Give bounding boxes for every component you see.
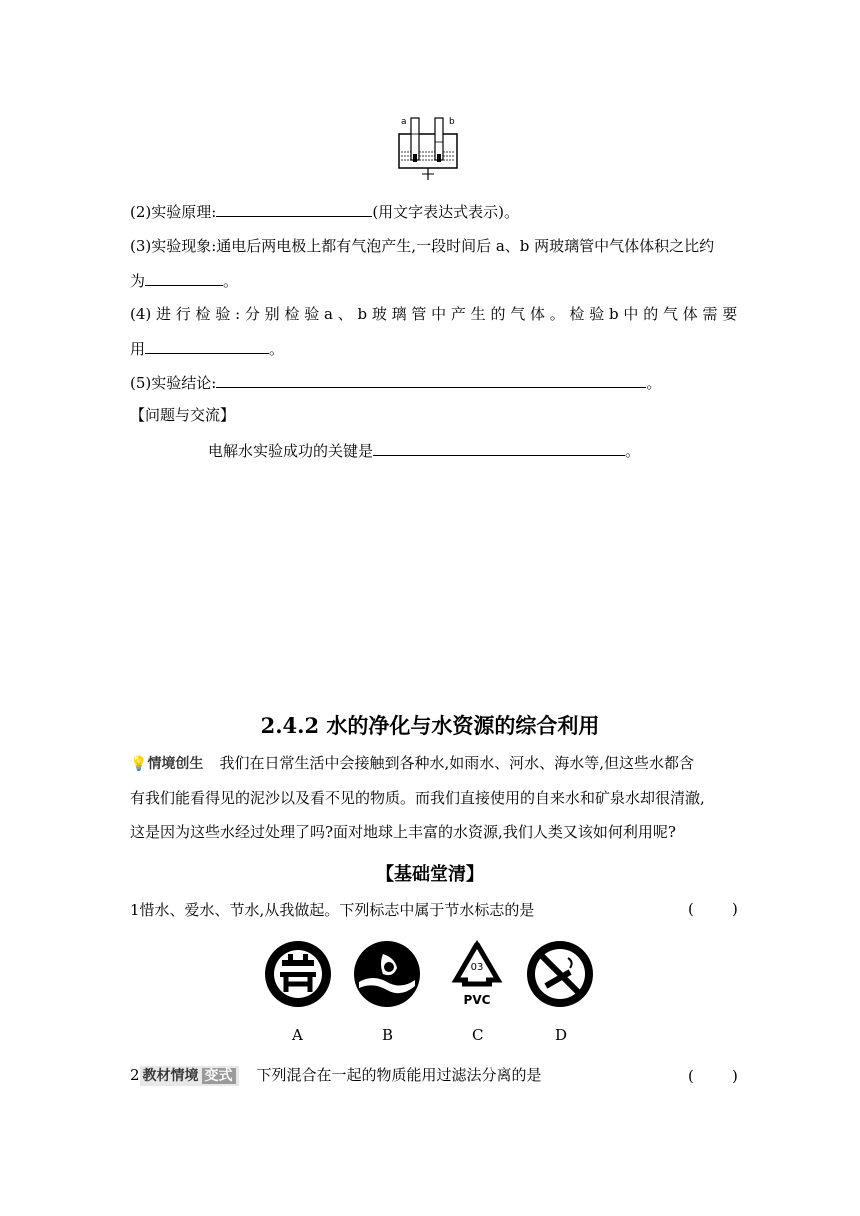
test-line-2	[130, 338, 284, 359]
question-1	[130, 900, 534, 920]
question-2-text: 下列混合在一起的物质能用过滤法分离的是	[256, 1066, 542, 1084]
scene-line-1: 💡情境创生 我们在日常生活中会接触到各种水,如雨水、河水、海水等,但这些水都含	[130, 754, 694, 772]
conclusion-period: 。	[646, 374, 662, 392]
exchange-prefix: 电解水实验成功的关键是	[208, 442, 374, 460]
principle-blank[interactable]	[216, 201, 372, 217]
label-b: b	[449, 117, 455, 127]
tube-a	[411, 118, 419, 160]
recycle-code: 03	[470, 962, 484, 973]
conclusion-prefix: (5)实验结论:	[130, 374, 217, 392]
conclusion-line	[130, 372, 661, 393]
sign-c-recycle-icon[interactable]	[444, 938, 510, 1010]
question-1-answer-paren[interactable]: ( )	[688, 900, 738, 918]
recycle-text: PVC	[463, 993, 491, 1007]
question-1-text: 惜水、爱水、节水,从我做起。下列标志中属于节水标志的是	[139, 901, 535, 919]
exchange-blank[interactable]	[373, 440, 625, 456]
sign-d-no-smoking-icon[interactable]	[526, 940, 594, 1008]
principle-line	[130, 201, 519, 222]
question-2	[130, 1065, 542, 1086]
scene-line-3: 这是因为这些水经过处理了吗?面对地球上丰富的水资源,我们人类又该如何利用呢?	[130, 823, 676, 841]
option-c-label: C	[472, 1026, 484, 1044]
question-1-number: 1	[130, 901, 140, 919]
principle-suffix: (用文字表达式表示)。	[372, 203, 520, 221]
phenomenon-line-2	[130, 270, 238, 291]
principle-prefix: (2)实验原理:	[130, 203, 217, 221]
question-2-tag: 教材情境 变式	[140, 1066, 239, 1086]
option-d-label: D	[555, 1026, 568, 1044]
phenomenon-blank[interactable]	[145, 270, 223, 286]
sign-a-icon[interactable]	[264, 940, 332, 1008]
electrolysis-apparatus-figure	[393, 112, 463, 184]
exchange-line	[208, 440, 640, 461]
option-a-label: A	[292, 1026, 303, 1044]
conclusion-blank[interactable]	[216, 372, 646, 388]
section-title: 2.4.2 水的净化与水资源的综合利用	[260, 713, 600, 738]
label-a: a	[401, 117, 407, 127]
water-trough	[399, 134, 457, 168]
sign-b-icon[interactable]	[353, 940, 421, 1008]
option-b-label: B	[382, 1026, 394, 1044]
basic-exercise-heading: 【基础堂清】	[376, 864, 484, 885]
phenomenon-line-1: (3)实验现象:通电后两电极上都有气泡产生,一段时间后 a、b 两玻璃管中气体体积之比约	[130, 237, 715, 255]
question-2-number: 2	[130, 1066, 140, 1084]
test-period: 。	[269, 340, 285, 358]
phenomenon-prefix: 为	[130, 272, 146, 290]
scene-line-2: 有我们能看得见的泥沙以及看不见的物质。而我们直接使用的自来水和矿泉水却很清澈,	[130, 789, 705, 807]
exchange-heading: 【问题与交流】	[130, 406, 236, 424]
test-line-1: (4) 进 行 检 验 : 分 别 检 验 a 、 b 玻 璃 管 中 产 生 的 气 体 。 检 验 b 中 的 气 体 需 要	[130, 305, 738, 323]
tube-b	[435, 118, 443, 160]
scene-tag: 💡情境创生	[130, 756, 204, 772]
test-blank[interactable]	[145, 338, 269, 354]
question-2-answer-paren[interactable]: ( )	[688, 1067, 738, 1085]
lightbulb-icon: 💡	[130, 756, 148, 772]
test-prefix: 用	[130, 340, 146, 358]
exchange-period: 。	[625, 442, 641, 460]
phenomenon-period: 。	[223, 272, 239, 290]
